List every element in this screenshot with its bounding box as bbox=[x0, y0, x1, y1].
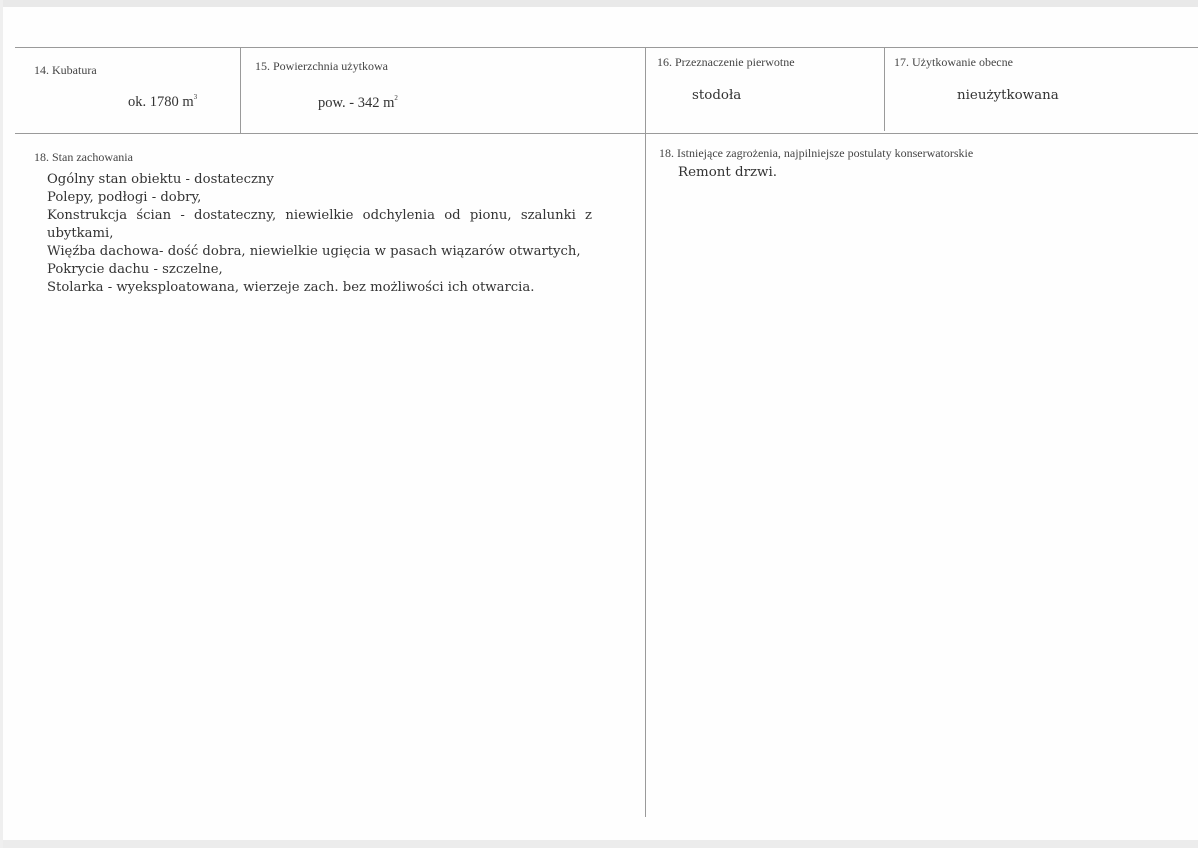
stan-line: Stolarka - wyeksploatowana, wierzeje zach. bez możliwości ich otwarcia. bbox=[47, 280, 535, 295]
kubatura-value-text: ok. 1780 m bbox=[128, 94, 194, 110]
powierzchnia-unit-sup: 2 bbox=[394, 94, 398, 102]
powierzchnia-value bbox=[318, 94, 398, 112]
przeznaczenie-value: stodoła bbox=[692, 88, 742, 103]
uzytkowanie-label: 17. Użytkowanie obecne bbox=[894, 55, 1013, 69]
stan-text-block bbox=[47, 171, 592, 297]
uzytkowanie-value: nieużytkowana bbox=[957, 88, 1059, 103]
column-divider-3 bbox=[884, 47, 885, 131]
kubatura-label: 14. Kubatura bbox=[34, 63, 97, 77]
kubatura-value bbox=[128, 93, 197, 111]
scan-top-edge bbox=[0, 0, 1198, 7]
stan-label: 18. Stan zachowania bbox=[34, 150, 133, 164]
center-divider bbox=[645, 47, 646, 817]
row-divider-line bbox=[15, 133, 1198, 134]
stan-line: Więźba dachowa- dość dobra, niewielkie ugięcia w pasach wiązarów otwartych, bbox=[47, 244, 581, 259]
stan-line: Ogólny stan obiektu - dostateczny bbox=[47, 172, 274, 187]
stan-line: Konstrukcja ścian - dostateczny, niewielkie odchylenia od pionu, szalunki z ubytkami, bbox=[47, 208, 592, 241]
stan-line: Polepy, podłogi - dobry, bbox=[47, 190, 202, 205]
table-top-line bbox=[15, 47, 1198, 48]
scan-bottom-edge bbox=[0, 840, 1198, 848]
kubatura-unit-sup: 3 bbox=[193, 93, 198, 101]
powierzchnia-label: 15. Powierzchnia użytkowa bbox=[255, 59, 388, 73]
zagrozenia-text: Remont drzwi. bbox=[678, 165, 778, 180]
przeznaczenie-label: 16. Przeznaczenie pierwotne bbox=[657, 55, 795, 69]
column-divider-1 bbox=[240, 47, 241, 133]
powierzchnia-value-text: pow. - 342 m bbox=[318, 95, 395, 111]
zagrozenia-label: 18. Istniejące zagrożenia, najpilniejsze postulaty konserwatorskie bbox=[659, 146, 974, 160]
stan-line: Pokrycie dachu - szczelne, bbox=[47, 262, 223, 277]
scan-left-edge bbox=[0, 0, 3, 848]
